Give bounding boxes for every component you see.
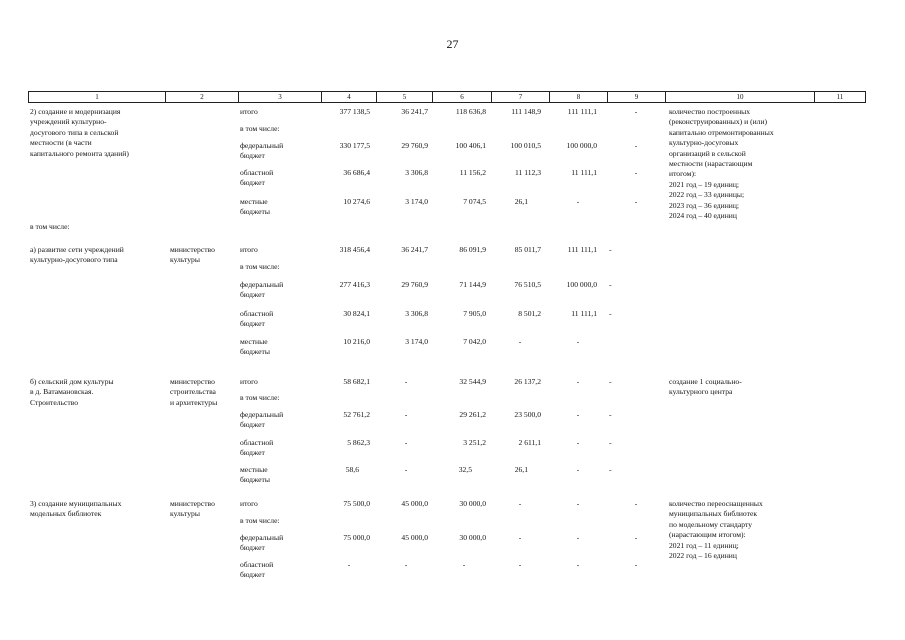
row-3-name: 3) создание муниципальных модельных библиотек [30, 499, 122, 519]
table-cell: - [404, 560, 408, 569]
table-cell: - [576, 533, 580, 542]
table-cell: - [576, 560, 580, 569]
table-cell: 76 510,5 [514, 280, 541, 289]
table-cell: 30 000,0 [459, 499, 486, 508]
table-cell: - [576, 499, 580, 508]
table-cell: 86 091,9 [459, 245, 486, 254]
col-header-5: 5 [402, 93, 407, 101]
row-2-source-local: местные бюджеты [240, 197, 270, 217]
table-cell: 36 241,7 [401, 107, 428, 116]
col-header-6: 6 [460, 93, 464, 101]
table-cell: 58 682,1 [343, 377, 370, 386]
row-a-source-total: итого [240, 245, 258, 254]
table-cell: 11 112,3 [514, 168, 541, 177]
table-cell: 111 148,9 [511, 107, 541, 116]
row-a-name: а) развитие сети учреждений культурно-досугового типа [30, 245, 124, 265]
table-cell: 11 111,1 [571, 168, 597, 177]
table-cell: 29 760,9 [401, 280, 428, 289]
row-2-result: количество построенных (реконструированных) и (или) капитально отремонтированных культурно-досуговых организаций в сельской местности (нарастающим итогом): 2021 год – 19 единиц; 2022 год – 33 единицы; 2023 год – 36 единиц; 2024 год – 40 единиц [669, 107, 774, 221]
table-cell: 36 686,4 [343, 168, 370, 177]
table-cell: - [576, 410, 580, 419]
row-a-source-federal: федеральный бюджет [240, 280, 284, 300]
table-cell: - [576, 197, 580, 206]
table-cell: 100 010,5 [510, 141, 541, 150]
table-cell: - [634, 560, 638, 569]
table-cell: - [347, 560, 351, 569]
table-cell: 7 042,0 [463, 337, 486, 346]
table-cell: - [462, 560, 466, 569]
row-a-source-including: в том числе: [240, 262, 280, 271]
row-3-source-federal: федеральный бюджет [240, 533, 284, 553]
table-cell: - [609, 465, 612, 474]
col-header-11: 11 [836, 93, 844, 101]
table-cell: - [518, 337, 522, 346]
table-cell: 8 501,2 [518, 309, 541, 318]
col-header-4: 4 [347, 93, 351, 101]
row-3-source-regional: областной бюджет [240, 560, 274, 580]
row-a-source-local: местные бюджеты [240, 337, 270, 357]
table-cell: 3 306,8 [405, 168, 428, 177]
table-cell: - [609, 377, 612, 386]
table-cell: 71 144,9 [459, 280, 486, 289]
row-b-source-federal: федеральный бюджет [240, 410, 284, 430]
table-cell: 58,6 [345, 465, 359, 474]
page-number: 27 [446, 37, 459, 51]
table-cell: 30 824,1 [343, 309, 370, 318]
table-cell: 10 216,0 [343, 337, 370, 346]
table-cell: 23 500,0 [514, 410, 541, 419]
table-cell: 7 074,5 [463, 197, 486, 206]
row-b-source-including: в том числе: [240, 393, 280, 402]
table-cell: 52 761,2 [343, 410, 370, 419]
table-cell: 75 000,0 [343, 533, 370, 542]
row-3-source-total: итого [240, 499, 258, 508]
table-cell: - [609, 438, 612, 447]
table-cell: - [634, 533, 638, 542]
table-cell: - [576, 377, 580, 386]
row-b-source-local: местные бюджеты [240, 465, 270, 485]
table-cell: 36 241,7 [401, 245, 428, 254]
table-cell: - [609, 410, 612, 419]
table-cell: 30 000,0 [459, 533, 486, 542]
row-b-source-total: итого [240, 377, 258, 386]
table-cell: - [609, 245, 612, 254]
table-cell: 85 011,7 [514, 245, 541, 254]
table-cell: - [634, 197, 638, 206]
row-3-result: количество переоснащенных муниципальных библиотек по модельному стандарту (нарастающим итогом): 2021 год – 11 единиц; 2022 год – 16 единиц [669, 499, 763, 561]
col-header-1: 1 [95, 93, 99, 101]
table-cell: 7 905,0 [463, 309, 486, 318]
table-cell: 26,1 [514, 197, 528, 206]
row-b-source-regional: областной бюджет [240, 438, 274, 458]
row-2-source-including: в том числе: [240, 124, 280, 133]
table-cell: - [609, 280, 612, 289]
table-cell: 377 138,5 [339, 107, 370, 116]
table-cell: 3 306,8 [405, 309, 428, 318]
table-cell: 277 416,3 [339, 280, 370, 289]
table-cell: 5 862,3 [347, 438, 370, 447]
table-cell: 45 000,0 [401, 533, 428, 542]
table-cell: 118 636,8 [455, 107, 486, 116]
table-cell: 11 156,2 [459, 168, 486, 177]
table-cell: 45 000,0 [401, 499, 428, 508]
table-header-row [28, 91, 866, 103]
col-header-7: 7 [518, 93, 523, 101]
table-cell: 111 111,1 [567, 107, 597, 116]
table-cell: - [404, 410, 408, 419]
table-cell: 26,1 [514, 465, 528, 474]
table-cell: - [576, 337, 580, 346]
row-2-source-total: итого [240, 107, 258, 116]
table-cell: 29 261,2 [459, 410, 486, 419]
table-cell: - [576, 465, 580, 474]
table-cell: - [404, 465, 408, 474]
table-cell: 11 111,1 [571, 309, 597, 318]
row-a-source-regional: областной бюджет [240, 309, 274, 329]
table-cell: 32,5 [458, 465, 472, 474]
table-cell: - [609, 309, 612, 318]
table-cell: 3 251,2 [463, 438, 486, 447]
row-3-executor: министерство культуры [170, 499, 215, 519]
col-header-3: 3 [278, 93, 282, 101]
table-cell: - [518, 560, 522, 569]
table-cell: 3 174,0 [405, 197, 428, 206]
table-cell: 111 111,1 [567, 245, 597, 254]
row-b-result: создание 1 социально- культурного центра [669, 377, 742, 397]
row-2-source-regional: областной бюджет [240, 168, 274, 188]
col-header-10: 10 [736, 93, 744, 101]
table-cell: - [634, 141, 638, 150]
table-cell: 29 760,9 [401, 141, 428, 150]
row-b-name: б) сельский дом культуры в д. Ватамановская. Строительство [30, 377, 114, 407]
row-2-source-federal: федеральный бюджет [240, 141, 284, 161]
table-cell: 330 177,5 [339, 141, 370, 150]
table-cell: - [404, 438, 408, 447]
table-cell: - [404, 377, 408, 386]
table-cell: - [634, 168, 638, 177]
table-cell: 10 274,6 [343, 197, 370, 206]
table-cell: 100 000,0 [566, 280, 597, 289]
row-b-executor: министерство строительства и архитектуры [170, 377, 218, 407]
col-header-2: 2 [200, 93, 204, 101]
table-cell: 26 137,2 [514, 377, 541, 386]
col-header-9: 9 [634, 93, 639, 101]
table-cell: 2 611,1 [518, 438, 541, 447]
table-cell: 100 000,0 [566, 141, 597, 150]
row-a-executor: министерство культуры [170, 245, 215, 265]
table-cell: - [576, 438, 580, 447]
table-cell: 3 174,0 [405, 337, 428, 346]
row-2-name: 2) создание и модернизация учреждений культурно- досугового типа в сельской местности (в части капитального ремонта зданий) [30, 107, 129, 158]
table-cell: 32 544,9 [459, 377, 486, 386]
table-cell: - [634, 499, 638, 508]
table-cell: 75 500,0 [343, 499, 370, 508]
table-cell: 100 406,1 [455, 141, 486, 150]
table-cell: - [518, 499, 522, 508]
table-cell: - [634, 107, 638, 116]
row-3-source-including: в том числе: [240, 516, 280, 525]
table-cell: - [518, 533, 522, 542]
table-cell: 318 456,4 [339, 245, 370, 254]
col-header-8: 8 [576, 93, 581, 101]
row-2-including: в том числе: [30, 222, 70, 231]
